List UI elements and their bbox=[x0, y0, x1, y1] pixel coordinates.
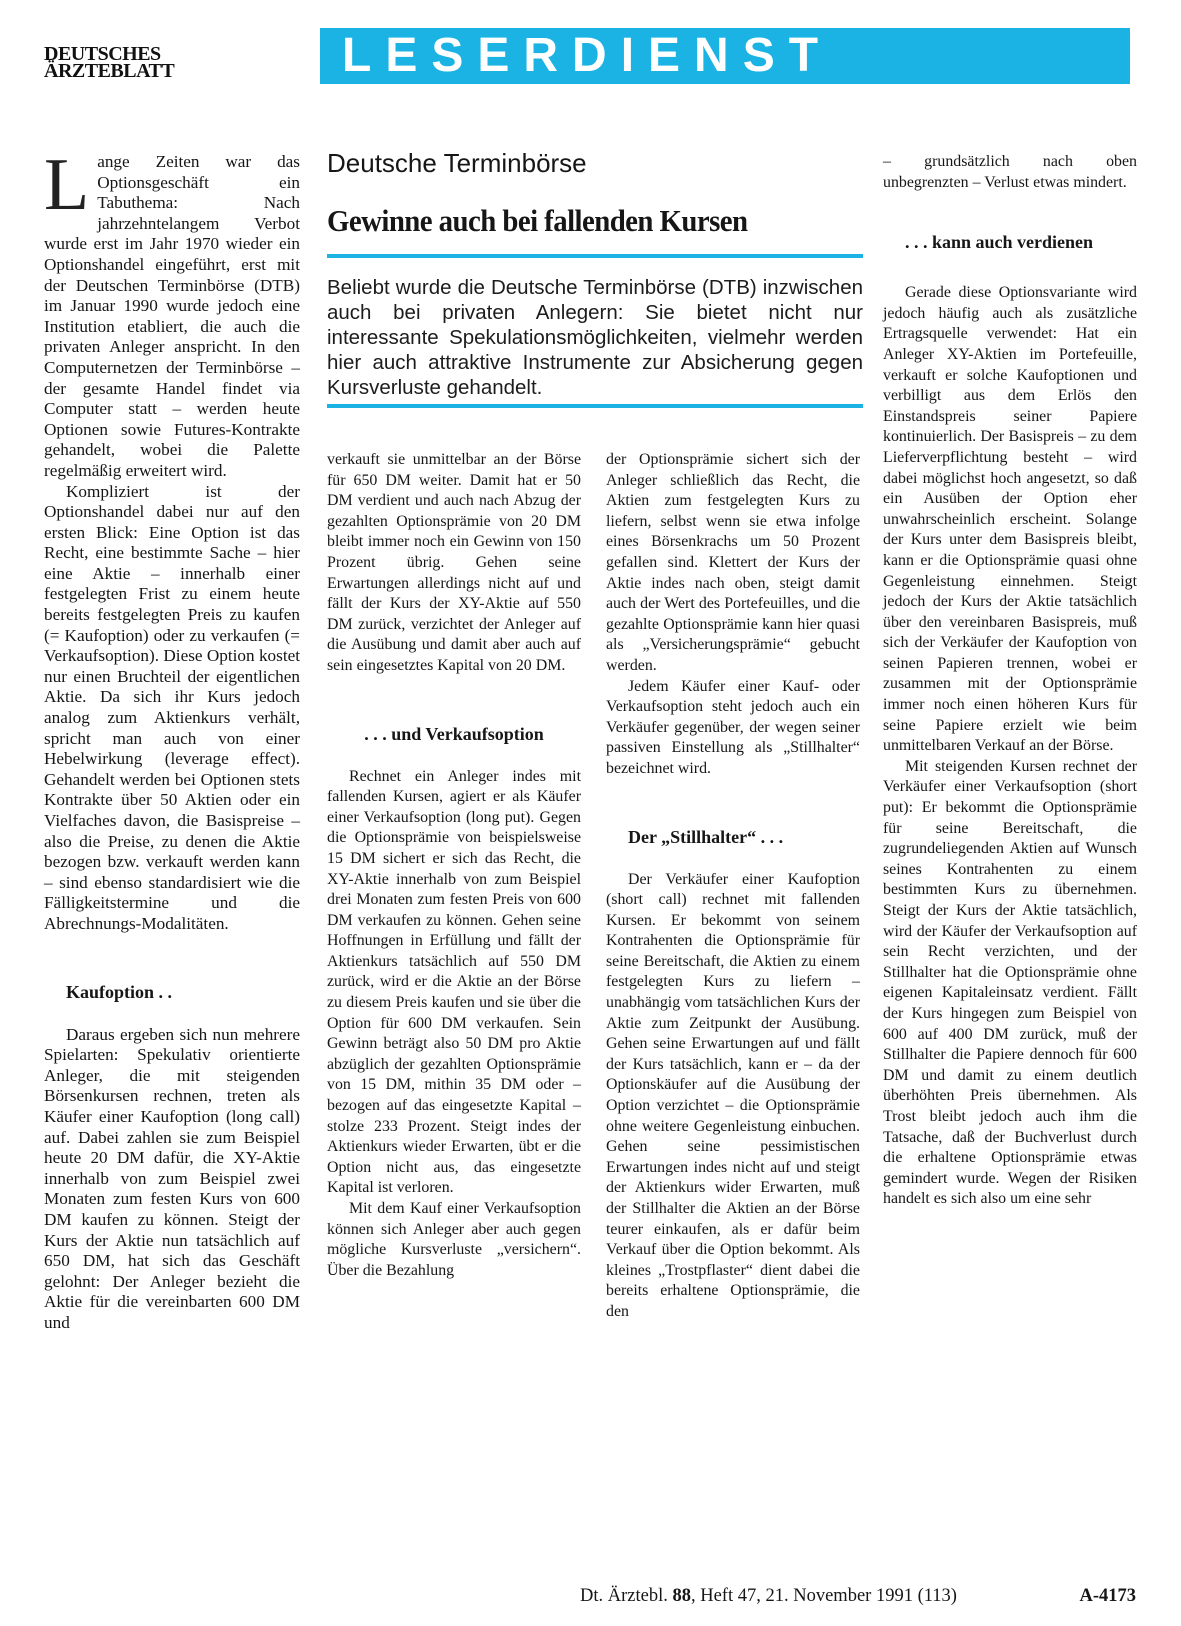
citation-prefix: Dt. Ärztebl. bbox=[580, 1586, 673, 1606]
article-headline: Gewinne auch bei fallenden Kursen bbox=[327, 203, 748, 238]
section-banner bbox=[320, 28, 1130, 84]
citation-volume: 88 bbox=[672, 1586, 691, 1606]
subheading-kann-auch-verdienen: . . . kann auch verdienen bbox=[905, 232, 1094, 253]
article-kicker: Deutsche Terminbörse bbox=[327, 148, 587, 178]
paragraph: Jedem Käufer einer Kauf- oder Verkaufsoption steht jedoch auch ein Verkäufer gegenüber, der wegen seiner passiven Einstellung als „Stillhalter“ bezeichnet wird. bbox=[606, 677, 860, 777]
paragraph: Rechnet ein Anleger indes mit fallenden Kursen, agiert er als Käufer einer Verkaufsoption (long put). Gegen die Optionsprämie von beispielsweise 15 DM sichert er sich das Recht, die XY-Aktie innerhalb von zum Beispiel drei Monaten zum festen Preis von 600 DM verkaufen zu können. Gehen seine Hoffnungen in Erfüllung und fällt der Aktienkurs tatsächlich auf 550 DM zurück, wird er die Aktie an der Börse zu diesem Preis kaufen und sie über die Option für 600 DM verkaufen. Sein Gewinn beträgt also 50 DM pro Aktie abzüglich der gezahlten Optionsprämie von 15 DM, mithin 35 DM oder – bezogen auf das eingesetzte Kapital – stolze 233 Prozent. Steigt indes der Aktienkurs wieder Erwarten, übt er die Option nicht aus, das eingesetzte Kapital ist verloren. bbox=[327, 767, 581, 1197]
paragraph: der Optionsprämie sichert sich der Anleger schließlich das Recht, die Aktien zum festgelegten Kurs zu liefern, selbst wenn sie etwa infolge eines Börsenkrachs um 50 Prozent gefallen sind. Klettert der Kurs der Aktie indes nach oben, steigt damit auch der Wert des Portefeuilles, und die gezahlte Optionsprämie kann hier quasi als „Versicherungsprämie“ gebucht werden. bbox=[606, 451, 860, 674]
subheading-stillhalter: Der „Stillhalter“ . . . bbox=[628, 826, 784, 847]
lead-rule bbox=[327, 404, 863, 408]
intro-text: ange Zeiten war das Optionsgeschäft ein Tabuthema: Nach jahrzehntelangem Verbot wurde erst im Jahr 1970 wieder ein Optionshandel eingeführt, erst mit der Deutschen Terminbörse (DTB) im Januar 1990 wurde jedoch eine Institution etabliert, die auch die privaten Anleger anspricht. In den Computernetzen der Terminbörse – der gesamte Handel findet via Computer statt – werden heute Optionen sowie Futures-Kontrakte gehandelt, wobei die Palette regelmäßig erweitert wird. bbox=[44, 152, 300, 480]
subheading-verkaufsoption: . . . und Verkaufsoption bbox=[364, 723, 544, 744]
logo-line-2: ÄRZTEBLATT bbox=[44, 60, 175, 82]
paragraph: – grundsätzlich nach oben unbegrenzten – Verlust etwas mindert. bbox=[883, 153, 1137, 191]
column-3 bbox=[606, 450, 860, 1323]
paragraph: Daraus ergeben sich nun mehrere Spielarten: Spekulativ orientierte Anleger, die mit steigenden Börsenkursen rechnen, treten als Käufer einer Kaufoption (long call) auf. Dabei zahlen sie zum Beispiel heute 20 DM dafür, die XY-Aktie innerhalb von zum Beispiel zwei Monaten zum festen Kurs von 600 DM kaufen zu können. Steigt der Kurs der Aktie nun tatsächlich auf 650 DM, hat sich das Geschäft gelohnt: Der Anleger bezieht die Aktie für die vereinbarten 600 DM und bbox=[44, 1024, 300, 1332]
paragraph: Gerade diese Optionsvariante wird jedoch häufig auch als zusätzliche Ertragsquelle verwendet: Hat ein Anleger XY-Aktien im Portefeuille, verkauft er solche Kaufoptionen und verbilligt aus dem Erlös den Einstandspreis seiner Papiere kontinuierlich. Der Basispreis – zu dem Lieferverpflichtung besteht – wird dabei möglichst hoch angesetzt, so daß ein Ausüben der Option eher unwahrscheinlich erscheint. Solange der Kurs unter dem Basispreis bleibt, kann er die Optionsprämie quasi ohne Gegenleistung einnehmen. Steigt jedoch der Kurs der Aktie tatsächlich über den vereinbaren Basispreis, muß sich der Verkäufer der Kaufoption von seinen Papieren trennen, wobei er zusammen mit der Optionsprämie immer noch einen höheren Kurs für seine Papiere erzielt wie beim unmittelbaren Verkauf an der Börse. bbox=[883, 284, 1137, 755]
section-title: LESERDIENST bbox=[342, 29, 833, 82]
paragraph: verkauft sie unmittelbar an der Börse für 650 DM weiter. Damit hat er 50 DM verdient und auch nach Abzug der gezahlten Optionsprämie von 20 DM bleibt immer noch ein Gewinn von 150 Prozent übrig. Gehen seine Erwartungen allerdings nicht auf und fällt der Kurs der XY-Aktie auf 550 DM zurück, verzichtet der Anleger auf die Ausübung und damit aber auch auf sein eingesetztes Kapital von 20 DM. bbox=[327, 451, 581, 674]
article-lead: Beliebt wurde die Deutsche Terminbörse (DTB) inzwischen auch bei privaten Anlegern: Sie bietet nicht nur interessante Spekulationsmöglichkeiten, vielmehr werden hier auch attraktive Instrumente zur Absicherung gegen Kursverluste gehandelt. bbox=[327, 276, 863, 399]
paragraph: Der Verkäufer einer Kaufoption (short call) rechnet mit fallenden Kursen. Er bekommt von seinem Kontrahenten die Optionsprämie für seine Bereitschaft, die Aktien zu einem festgelegten Kurs zu liefern – unabhängig vom tatsächlichen Kurs der Aktie zum Zeitpunkt der Ausübung. Gehen seine Erwartungen auf und fällt der Kurs tatsächlich, kann er – da der Optionskäufer auf die Ausübung der Option verzichtet – die Optionsprämie ohne weitere Gegenleistung einbuchen. Gehen seine pessimistischen Erwartungen indes nicht auf und steigt der Aktienkurs wider Erwarten, muß der Stillhalter die Aktien an der Börse teurer einkaufen, als er dafür beim Verkauf über die Option bekommt. Als kleines „Trostpflaster“ dient dabei die bereits erhaltene Optionsprämie, die den bbox=[606, 870, 860, 1320]
logo-line-1: DEUTSCHES bbox=[44, 43, 161, 65]
paragraph: Kompliziert ist der Optionshandel dabei nur auf den ersten Blick: Eine Option ist das Recht, eine bestimmte Sache – hier eine Aktie – innerhalb einer festgelegten Frist zu einem heute bereits festgelegten Preis zu kaufen (= Kaufoption) oder zu verkaufen (= Verkaufsoption). Diese Option kostet nur einen Bruchteil der eigentlichen Aktie. Da sich ihr Kurs jedoch analog zum Aktienkurs verhält, spricht man auch von einer Hebelwirkung (leverage effect). Gehandelt werden bei Optionen stets Kontrakte über 50 Aktien oder ein Vielfaches davon, die Basispreise – also die Preise, zu denen die Aktie bezogen bzw. verkauft werden kann – sind ebenso standardisiert wie die Fälligkeitstermine und die Abrechnungs-Modalitäten. bbox=[44, 481, 300, 933]
column-4 bbox=[883, 152, 1137, 1210]
journal-logo bbox=[44, 43, 224, 82]
paragraph: Mit dem Kauf einer Verkaufsoption können sich Anleger aber auch gegen mögliche Kursverluste „versichern“. Über die Bezahlung bbox=[327, 1200, 581, 1279]
headline-rule bbox=[327, 254, 863, 258]
page-number: A-4173 bbox=[1079, 1586, 1136, 1606]
page-footer bbox=[580, 1585, 1136, 1607]
column-1 bbox=[44, 144, 300, 1333]
subheading-kaufoption: Kaufoption . . bbox=[66, 981, 173, 1002]
intro-paragraph bbox=[44, 144, 300, 482]
drop-cap: L bbox=[44, 144, 90, 226]
column-2 bbox=[327, 450, 581, 1281]
paragraph: Mit steigenden Kursen rechnet der Verkäufer einer Verkaufsoption (short put): Er bekommt die Optionsprämie für seine Bereitschaft, die zugrundeliegenden Aktien auf Wunsch seines Kontrahenten zu einem bestimmten Kurs zu übernehmen. Steigt der Kurs der Aktie tatsächlich, wird der Käufer der Verkaufsoption auf sein Recht verzichten, und der Stillhalter hat die Optionsprämie ohne eigenen Kapitaleinsatz verdient. Fällt der Kurs hingegen zum Beispiel von 600 auf 400 DM zurück, muß der Stillhalter die Papiere dennoch für 600 DM und damit zu einem deutlich überhöhten Preis übernehmen. Als Trost bleibt jedoch auch ihm die Tatsache, daß der Buchverlust durch die erhaltene Optionsprämie etwas gemindert wurde. Wegen der Risiken handelt es sich also um eine sehr bbox=[883, 757, 1137, 1208]
citation-suffix: , Heft 47, 21. November 1991 (113) bbox=[690, 1586, 957, 1606]
